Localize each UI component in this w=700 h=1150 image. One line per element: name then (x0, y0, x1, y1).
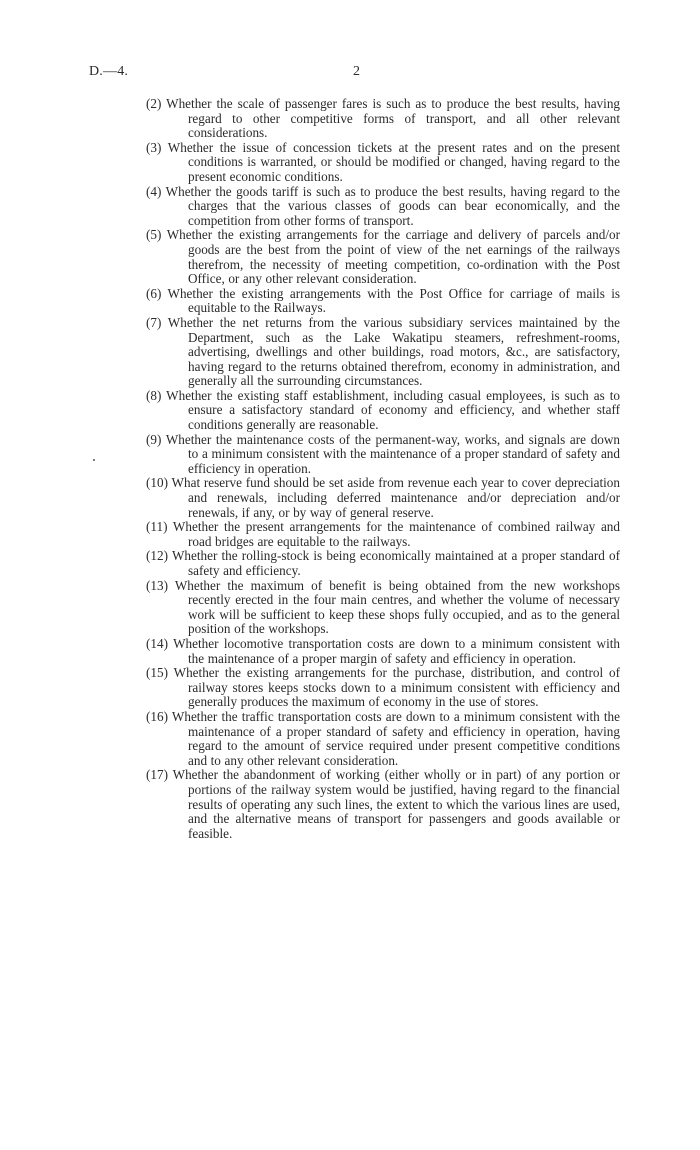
clause-12 (146, 549, 620, 578)
clause-number: (6) (146, 285, 162, 301)
clause-number: (5) (146, 227, 162, 243)
clause-text: Whether the existing arrangements with the Post Office for carriage of mails is equitable to the Railways. (167, 285, 620, 316)
clause-number: (7) (146, 314, 162, 330)
clause-number: (9) (146, 431, 162, 447)
clause-11 (146, 520, 620, 549)
clause-number: (15) (146, 665, 168, 681)
clause-number: (12) (146, 548, 168, 564)
clause-text: Whether the traffic transportation costs are down to a minimum consistent with the maintenance of a proper standard of safety and efficiency in operation, having regard to the amount of service required under present competitive conditions and to any other relevant consideration. (171, 708, 620, 768)
clause-number: (3) (146, 139, 162, 155)
clause-15 (146, 666, 620, 710)
clause-number: (2) (146, 96, 162, 111)
clause-2 (146, 97, 620, 141)
clause-14 (146, 637, 620, 666)
clause-text: Whether the abandonment of working (either wholly or in part) of any portion or portions of the railway system would be justified, having regard to the financial results of operating any such lines, the extent to which the various lines are used, and the alternative means of transport for passengers and goods available or feasible. (172, 767, 620, 841)
clause-text: Whether the issue of concession tickets at the present rates and on the present conditions is warranted, or should be modified or changed, having regard to the present economic conditions. (167, 139, 620, 184)
clause-text: Whether the maximum of benefit is being obtained from the new workshops recently erected in the four main centres, and whether the volume of necessary work will be sufficient to keep these shops fully occupied, and as to the general position of the workshops. (174, 577, 620, 637)
clause-text: Whether the net returns from the various subsidiary services maintained by the Department, such as the Lake Wakatipu steamers, refreshment-rooms, advertising, dwellings and other buildings, road motors, &c., are satisfactory, having regard to the returns obtained therefrom, economy in administration, and generally all the surrounding circumstances. (167, 314, 620, 389)
clause-4 (146, 185, 620, 229)
clause-number: (4) (146, 183, 162, 199)
clause-number: (17) (146, 767, 168, 783)
clause-text: Whether the goods tariff is such as to produce the best results, having regard to the charges that the various classes of goods can bear economically, and the competition from other forms of transport. (165, 183, 620, 228)
clause-number: (10) (146, 475, 168, 491)
clause-text: Whether the present arrangements for the maintenance of combined railway and road bridges are equitable to the railways. (172, 519, 620, 549)
clause-list (146, 97, 620, 841)
clause-text: Whether the existing arrangements for the purchase, distribution, and control of railway stores keeps stocks down to a minimum consistent with efficiency and generally produces the maximum of economy in the use of stores. (173, 665, 620, 710)
clause-text: Whether the existing arrangements for the carriage and delivery of parcels and/or goods are the best from the point of view of the net earnings of the railways therefrom, the necessity of meeting competition, co-ordination with the Post Office, or any other relevant consideration. (166, 227, 620, 287)
clause-number: (16) (146, 708, 168, 724)
document-reference: D.—4. (89, 64, 129, 79)
clause-text: Whether the scale of passenger fares is such as to produce the best results, having regard to other competitive forms of transport, and all other relevant considerations. (166, 96, 621, 141)
clause-13 (146, 579, 620, 637)
clause-10 (146, 476, 620, 520)
clause-text: Whether the rolling-stock is being economically maintained at a proper standard of safety and efficiency. (171, 548, 621, 578)
clause-5 (146, 228, 620, 286)
clause-9 (146, 433, 620, 477)
clause-number: (14) (146, 635, 168, 651)
clause-number: (8) (146, 387, 162, 403)
clause-7 (146, 316, 620, 389)
clause-text: Whether locomotive transportation costs are down to a minimum consistent with the maintenance of a proper margin of safety and efficiency in operation. (173, 635, 621, 666)
clause-3 (146, 141, 620, 185)
clause-8 (146, 389, 620, 433)
page-number: 2 (353, 64, 360, 79)
margin-mark (93, 459, 95, 461)
clause-6 (146, 287, 620, 316)
clause-text: Whether the maintenance costs of the permanent-way, works, and signals are down to a minimum consistent with the maintenance of a proper standard of safety and efficiency in operation. (165, 431, 621, 476)
clause-text: What reserve fund should be set aside from revenue each year to cover depreciation and renewals, including deferred maintenance and/or depreciation and/or renewals, if any, or by way of general reserve. (171, 475, 620, 520)
clause-number: (13) (146, 577, 168, 593)
clause-text: Whether the existing staff establishment, including casual employees, is such as to ensure a satisfactory standard of economy and efficiency, and whether staff conditions generally are reasonable. (166, 387, 621, 433)
clause-17 (146, 768, 620, 841)
clause-number: (11) (146, 519, 168, 535)
clause-16 (146, 710, 620, 768)
